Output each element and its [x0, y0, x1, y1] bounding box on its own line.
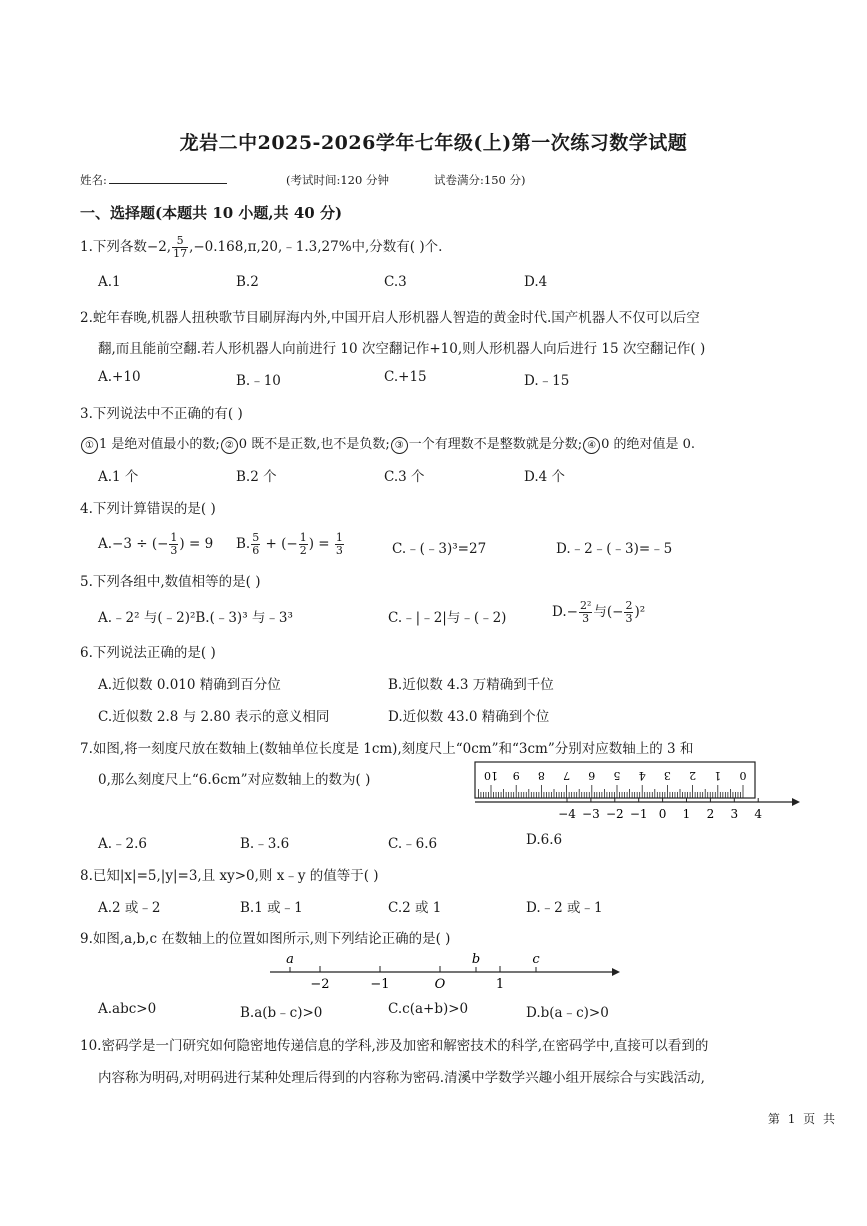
- axis-label: 1: [682, 807, 691, 821]
- q5-option-c[interactable]: C.﹣|﹣2|与﹣(﹣2): [388, 610, 507, 626]
- q7-option-a[interactable]: A.﹣2.6: [98, 836, 148, 852]
- page-title: 龙岩二中2025-2026学年七年级(上)第一次练习数学试题: [179, 132, 688, 154]
- ruler-label: 3: [663, 769, 671, 782]
- axis-label: −1: [629, 807, 648, 821]
- ruler-label: 9: [512, 769, 520, 782]
- q4-option-c[interactable]: C.﹣(﹣3)³=27: [392, 541, 487, 557]
- q9-tick-label: −2: [310, 977, 330, 992]
- q5-option-d[interactable]: D.− $\frac{\text{2²}}{3}$ 与(− $\frac{2}{3}$ )²: [552, 599, 646, 625]
- exam-score: 试卷满分:150 分): [434, 173, 526, 187]
- q9-point-label: a: [286, 952, 294, 967]
- q9-point-label: c: [532, 952, 540, 967]
- q8-option-d[interactable]: D.﹣2 或﹣1: [526, 900, 603, 916]
- ruler-label: 4: [638, 769, 646, 782]
- q6-option-d[interactable]: D.近似数 43.0 精确到个位: [388, 709, 550, 725]
- q1-option-a[interactable]: A.1: [98, 274, 121, 290]
- ruler-label: 1: [714, 769, 722, 782]
- q8-option-b[interactable]: B.1 或﹣1: [240, 900, 303, 916]
- q9-option-c[interactable]: C.c(a+b)>0: [388, 1001, 469, 1017]
- q7-axis-arrow: [792, 798, 800, 806]
- question-8: 8.已知|x|=5,|y|=3,且 xy>0,则 x﹣y 的值等于( ): [80, 868, 379, 884]
- question-10-line-2: 内容称为明码,对明码进行某种处理后得到的内容称为密码.清溪中学数学兴趣小组开展综合与实践活动,: [98, 1070, 705, 1086]
- ruler-label: 2: [689, 769, 697, 782]
- question-6: 6.下列说法正确的是( ): [80, 645, 216, 661]
- name-underline: [109, 172, 227, 184]
- q7-option-b[interactable]: B.﹣3.6: [240, 836, 290, 852]
- axis-label: −3: [582, 807, 600, 821]
- q2-option-b[interactable]: B.﹣10: [236, 373, 281, 389]
- page-footer: 第 1 页 共: [767, 1112, 837, 1126]
- question-10-line-1: 10.密码学是一门研究如何隐密地传递信息的学科,涉及加密和解密技术的科学,在密码学中,直接可以看到的: [80, 1038, 709, 1054]
- section-heading: 一、选择题(本题共 10 小题,共 40 分): [80, 204, 343, 222]
- ruler-label: 6: [588, 769, 596, 782]
- q4-option-d[interactable]: D.﹣2﹣(﹣3)=﹣5: [556, 541, 673, 557]
- question-9: 9.如图,a,b,c 在数轴上的位置如图所示,则下列结论正确的是( ): [80, 931, 451, 947]
- question-3-statements: ① 1 是绝对值最小的数; ② 0 既不是正数,也不是负数; ③ 一个有理数不是整数就是分数; ④ 0 的绝对值是 0.: [80, 433, 695, 454]
- q4-option-a[interactable]: A.−3 ÷ (− $\frac{1}{3}$ ) = 9: [98, 531, 214, 557]
- question-3: 3.下列说法中不正确的有( ): [80, 406, 243, 422]
- q9-tick-label: O: [434, 977, 446, 992]
- q9-tick-label: 1: [495, 977, 505, 992]
- name-field[interactable]: [80, 172, 227, 188]
- q9-axis-arrow: [612, 968, 620, 976]
- q6-option-a[interactable]: A.近似数 0.010 精确到百分位: [98, 677, 281, 693]
- ruler-figure: [470, 758, 800, 828]
- number-line-figure: [262, 950, 624, 996]
- axis-label: 2: [706, 807, 715, 821]
- q9-option-a[interactable]: A.abc>0: [98, 1001, 157, 1017]
- axis-label: 4: [754, 807, 763, 821]
- ruler-label: 8: [537, 769, 545, 782]
- ruler-label: 7: [563, 769, 571, 782]
- ruler-label: 10: [484, 769, 498, 782]
- question-1: 1.下列各数−2, $\frac{5}{17}$ ,−0.168,π,20,﹣1.3,27%中,分数有( )个.: [80, 234, 443, 260]
- q3-option-b[interactable]: B.2 个: [236, 469, 277, 485]
- question-2-line-2: 翻,而且能前空翻.若人形机器人向前进行 10 次空翻记作+10,则人形机器人向后进行 15 次空翻记作( ): [98, 341, 706, 357]
- q9-option-d[interactable]: D.b(a﹣c)>0: [526, 1005, 609, 1021]
- q1-option-c[interactable]: C.3: [384, 274, 407, 290]
- axis-label: 3: [730, 807, 739, 821]
- q8-option-c[interactable]: C.2 或 1: [388, 900, 442, 916]
- question-7-line-2: 0,那么刻度尺上“6.6cm”对应数轴上的数为( ): [98, 772, 371, 788]
- ruler-label: 5: [613, 769, 621, 782]
- q6-option-b[interactable]: B.近似数 4.3 万精确到千位: [388, 677, 554, 693]
- q9-tick-label: −1: [370, 977, 390, 992]
- q7-option-d[interactable]: D.6.6: [526, 832, 563, 848]
- ruler-label: 0: [739, 769, 747, 782]
- question-4: 4.下列计算错误的是( ): [80, 501, 216, 517]
- q5-option-ab[interactable]: A.﹣2² 与(﹣2)²B.(﹣3)³ 与﹣3³: [98, 610, 293, 626]
- q2-option-c[interactable]: C.+15: [384, 369, 427, 385]
- q8-option-a[interactable]: A.2 或﹣2: [98, 900, 161, 916]
- axis-label: 0: [658, 807, 667, 821]
- q2-option-d[interactable]: D.﹣15: [524, 373, 570, 389]
- axis-label: −2: [605, 807, 624, 821]
- exam-time: (考试时间:120 分钟: [286, 173, 389, 187]
- q4-option-b[interactable]: B. $\frac{5}{6}$ + (− $\frac{1}{2}$ ) = $\frac{1}{3}$: [236, 531, 343, 557]
- q1-option-b[interactable]: B.2: [236, 274, 259, 290]
- q3-option-a[interactable]: A.1 个: [98, 469, 139, 485]
- question-2-line-1: 2.蛇年春晚,机器人扭秧歌节目刷屏海内外,中国开启人形机器人智造的黄金时代.国产机器人不仅可以后空: [80, 310, 700, 326]
- q9-point-label: b: [471, 952, 481, 967]
- q1-option-d[interactable]: D.4: [524, 274, 548, 290]
- axis-label: −4: [558, 807, 576, 821]
- name-label: 姓名:: [80, 173, 107, 187]
- question-5: 5.下列各组中,数值相等的是( ): [80, 574, 261, 590]
- q9-option-b[interactable]: B.a(b﹣c)>0: [240, 1005, 323, 1021]
- q3-option-c[interactable]: C.3 个: [384, 469, 425, 485]
- fraction: $\frac{5}{17}$: [173, 234, 188, 260]
- q3-option-d[interactable]: D.4 个: [524, 469, 566, 485]
- q2-option-a[interactable]: A.+10: [98, 369, 141, 385]
- q6-option-c[interactable]: C.近似数 2.8 与 2.80 表示的意义相同: [98, 709, 330, 725]
- question-7-line-1: 7.如图,将一刻度尺放在数轴上(数轴单位长度是 1cm),刻度尺上“0cm”和“3cm”分别对应数轴上的 3 和: [80, 741, 694, 757]
- q7-option-c[interactable]: C.﹣6.6: [388, 836, 438, 852]
